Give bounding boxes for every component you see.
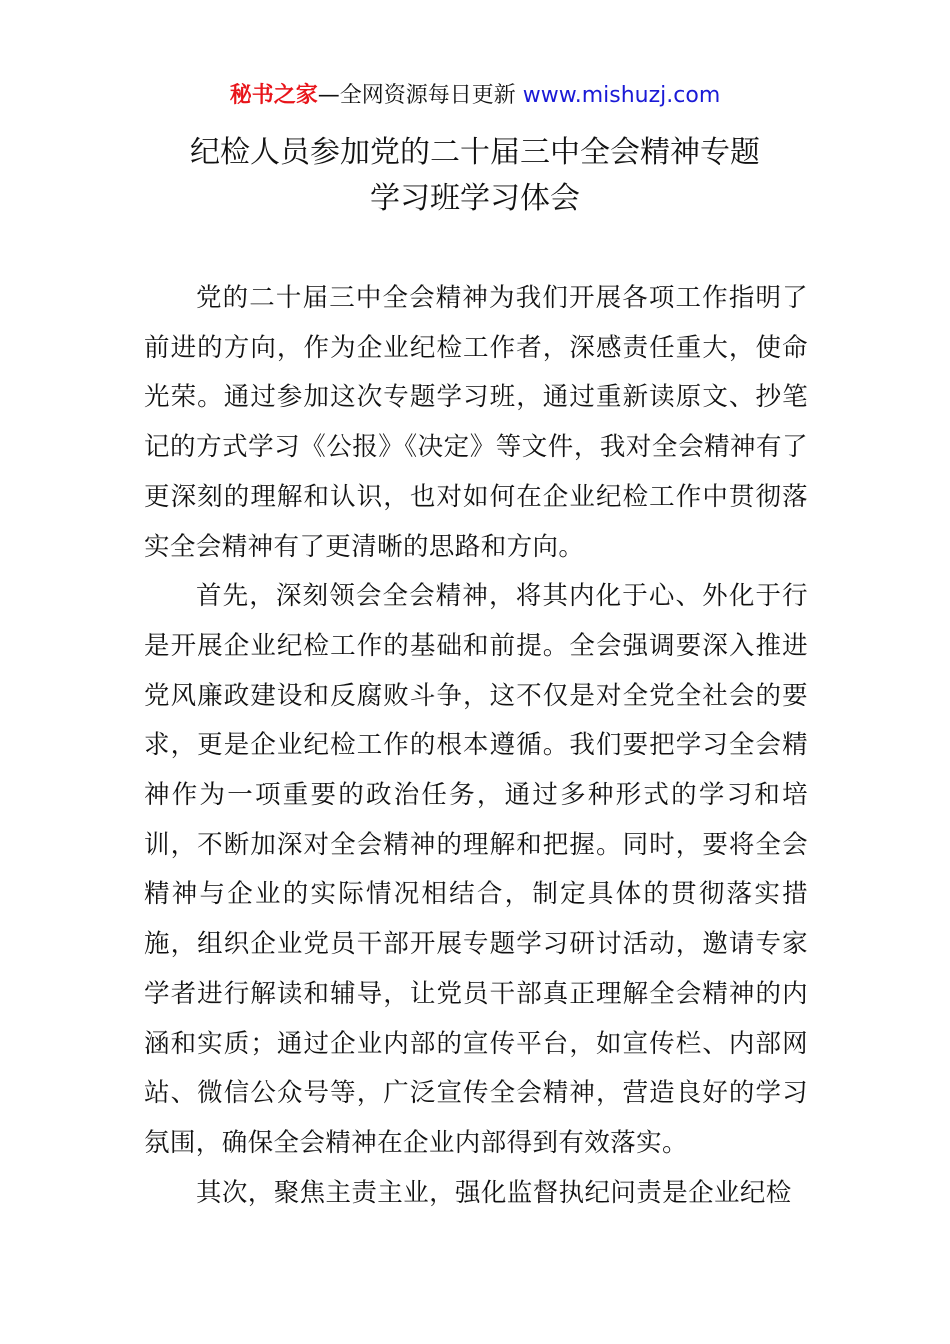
paragraph-2: 首先，深刻领会全会精神，将其内化于心、外化于行是开展企业纪检工作的基础和前提。全会强调要深入推进党风廉政建设和反腐败斗争，这不仅是对全党全社会的要求，更是企业纪检工作的根本遵循。我们要把学习全会精神作为一项重要的政治任务，通过多种形式的学习和培训，不断加深对全会精神的理解和把握。同时，要将全会精神与企业的实际情况相结合，制定具体的贯彻落实措施，组织企业党员干部开展专题学习研讨活动，邀请专家学者进行解读和辅导，让党员干部真正理解全会精神的内涵和实质；通过企业内部的宣传平台，如宣传栏、内部网站、微信公众号等，广泛宣传全会精神，营造良好的学习氛围，确保全会精神在企业内部得到有效落实。 xyxy=(144,581,808,1158)
title-line-2: 学习班学习体会 xyxy=(370,181,580,216)
title-line-1: 纪检人员参加党的二十届三中全会精神专题 xyxy=(190,135,760,170)
document-body xyxy=(144,274,808,1218)
site-header xyxy=(0,80,950,112)
brand-name: 秘书之家 xyxy=(229,83,318,108)
site-url-link[interactable]: www.mishuzj.com xyxy=(522,83,721,108)
header-tagline: —全网资源每日更新 xyxy=(317,83,516,108)
paragraph-1: 党的二十届三中全会精神为我们开展各项工作指明了前进的方向，作为企业纪检工作者，深感责任重大，使命光荣。通过参加这次专题学习班，通过重新读原文、抄笔记的方式学习《公报》《决定》等文件，我对全会精神有了更深刻的理解和认识，也对如何在企业纪检工作中贯彻落实全会精神有了更清晰的思路和方向。 xyxy=(144,283,808,562)
paragraph-3: 其次，聚焦主责主业，强化监督执纪问责是企业纪检 xyxy=(196,1177,792,1208)
document-title xyxy=(0,130,950,222)
